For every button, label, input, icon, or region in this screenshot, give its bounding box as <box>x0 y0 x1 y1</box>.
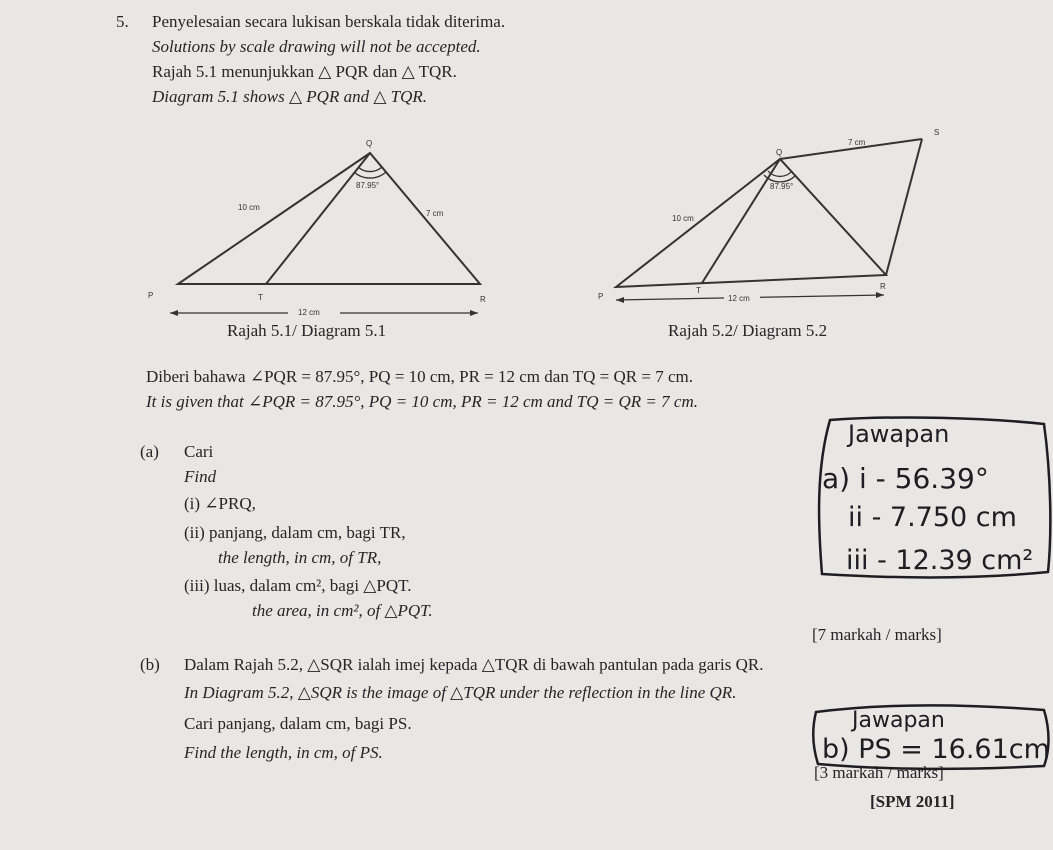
answer-a-i: a) i - 56.39° <box>822 462 989 495</box>
part-a-find-english: Find <box>184 467 217 486</box>
instruction-malay: Penyelesaian secara lukisan berskala tidak diterima. <box>152 12 506 31</box>
answer-a-ii: ii - 7.750 cm <box>848 502 1017 533</box>
part-b-english-1: In Diagram 5.2, △SQR is the image of △TQR under the reflection in the line QR. <box>184 683 737 702</box>
part-a-ii-malay: (ii) panjang, dalam cm, bagi TR, <box>184 523 406 542</box>
diagram-5-1 <box>140 130 500 325</box>
given-english: It is given that ∠PQR = 87.95°, PQ = 10 cm, PR = 12 cm and TQ = QR = 7 cm. <box>146 392 698 411</box>
question-number: 5. <box>116 12 129 31</box>
vertex-t-label: T <box>696 286 701 295</box>
side-qs-label: 7 cm <box>848 138 866 147</box>
vertex-p-label: P <box>148 291 154 300</box>
vertex-s-label: S <box>934 128 940 137</box>
side-pr-label: 12 cm <box>728 294 750 303</box>
part-a-label: (a) <box>140 442 159 461</box>
part-a-iii-malay: (iii) luas, dalam cm², bagi △PQT. <box>184 576 412 595</box>
answer-heading-a: Jawapan <box>848 420 950 448</box>
vertex-t-label: T <box>258 293 263 302</box>
vertex-r-label: R <box>480 295 486 304</box>
given-malay: Diberi bahawa ∠PQR = 87.95°, PQ = 10 cm, PR = 12 cm dan TQ = QR = 7 cm. <box>146 367 693 386</box>
vertex-q-label: Q <box>366 139 373 148</box>
side-pq-label: 10 cm <box>238 203 260 212</box>
part-a-ii-english: the length, in cm, of TR, <box>218 548 382 567</box>
part-a-iii-english: the area, in cm², of △PQT. <box>252 601 433 620</box>
side-pq-label: 10 cm <box>672 214 694 223</box>
part-b-english-2: Find the length, in cm, of PS. <box>184 743 383 762</box>
part-b-label: (b) <box>140 655 160 674</box>
answer-a-iii: iii - 12.39 cm² <box>846 545 1034 576</box>
diagram-intro-english: Diagram 5.1 shows △ PQR and △ TQR. <box>152 87 428 106</box>
answer-b: b) PS = 16.61cm <box>822 734 1050 765</box>
angle-label: 87.95° <box>770 182 794 191</box>
diagram-5-1-caption: Rajah 5.1/ Diagram 5.1 <box>227 321 387 340</box>
angle-label: 87.95° <box>356 181 380 190</box>
diagram-5-2 <box>590 115 950 315</box>
diagram-5-2-caption: Rajah 5.2/ Diagram 5.2 <box>668 321 828 340</box>
diagram-intro-malay: Rajah 5.1 menunjukkan △ PQR dan △ TQR. <box>152 62 457 81</box>
instruction-english: Solutions by scale drawing will not be accepted. <box>152 37 481 56</box>
part-a-marks: [7 markah / marks] <box>812 625 942 644</box>
vertex-q-label: Q <box>776 148 783 157</box>
part-a-find-malay: Cari <box>184 442 214 461</box>
part-b-malay-2: Cari panjang, dalam cm, bagi PS. <box>184 714 412 733</box>
side-qr-label: 7 cm <box>426 209 444 218</box>
answer-heading-b: Jawapan <box>852 708 945 733</box>
side-pr-label: 12 cm <box>298 308 320 317</box>
part-b-malay-1: Dalam Rajah 5.2, △SQR ialah imej kepada △TQR di bawah pantulan pada garis QR. <box>184 655 764 674</box>
part-a-i: (i) ∠PRQ, <box>184 494 256 513</box>
vertex-p-label: P <box>598 292 604 301</box>
part-b-marks: [3 markah / marks] <box>814 763 944 782</box>
vertex-r-label: R <box>880 282 886 291</box>
source-tag: [SPM 2011] <box>870 792 955 811</box>
